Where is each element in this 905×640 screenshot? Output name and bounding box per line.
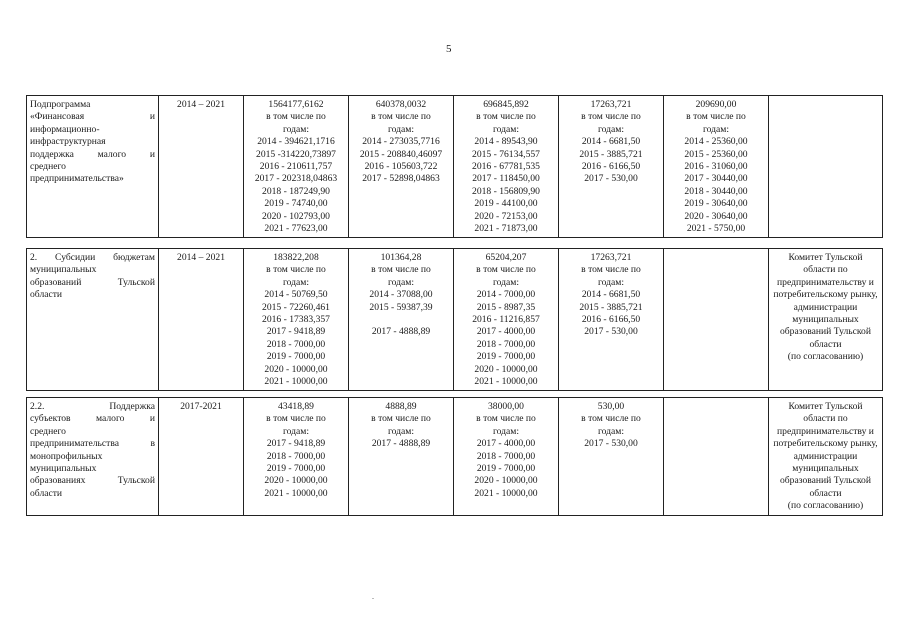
funding-cell — [454, 398, 559, 516]
name-line: 2.2. Поддержка — [30, 401, 155, 412]
amount-line: 2018 - 187249,90 — [262, 185, 330, 197]
amount-line: 2014 - 394621,1716 — [257, 136, 335, 148]
amount-line: 2014 - 6681,50 — [581, 289, 641, 301]
amount-line: 2021 - 10000,00 — [264, 487, 328, 499]
responsible-line: администрации — [793, 450, 858, 462]
name-line: муниципальных — [30, 463, 97, 475]
amount-line: 2019 - 7000,00 — [266, 463, 326, 475]
amount-line: в том числе по — [266, 413, 326, 425]
responsible-line: администрации — [793, 301, 858, 313]
amount-line: 2015 - 208840,46097 — [359, 148, 443, 160]
page-number: 5 — [446, 43, 452, 55]
amount-line: годам: — [282, 425, 310, 437]
amount-line: в том числе по — [476, 111, 536, 123]
amount-line: 2018 - 30440,00 — [684, 185, 748, 197]
responsible-line: Комитет Тульской — [788, 401, 863, 412]
name-line: предпринимательства» — [30, 173, 124, 185]
amount-line: в том числе по — [266, 111, 326, 123]
amount-line: в том числе по — [581, 413, 641, 425]
funding-cell — [664, 249, 769, 391]
amount-line: годам: — [387, 276, 415, 288]
amount-line: 2017 - 9418,89 — [266, 438, 326, 450]
period-text: 2017-2021 — [180, 401, 222, 412]
amount-line: 209690,00 — [695, 99, 737, 110]
amount-line: 2016 - 6166,50 — [581, 314, 641, 326]
amount-line: 4888,89 — [385, 401, 417, 412]
name-line: среднего — [30, 425, 66, 437]
funding-cell — [559, 398, 664, 516]
name-line: образований Тульской — [30, 276, 155, 288]
amount-line: 2014 - 37088,00 — [369, 289, 433, 301]
name-line: предпринимательства в — [30, 438, 155, 450]
amount-line: 2014 - 89543,90 — [474, 136, 538, 148]
responsible-line: потребительскому рынку, — [773, 289, 878, 301]
amount-line: 2017 - 530,00 — [584, 173, 638, 185]
activity-name-cell — [27, 249, 159, 391]
period-text: 2014 – 2021 — [177, 99, 225, 110]
amount-line: 530,00 — [597, 401, 625, 412]
amount-line: 2018 - 7000,00 — [266, 338, 326, 350]
name-line: информационно- — [30, 123, 100, 135]
activity-name-cell — [27, 398, 159, 516]
amount-line: 2015 - 3885,721 — [579, 148, 643, 160]
amount-line: 2016 - 105603,722 — [364, 161, 438, 173]
name-line: поддержка малого и — [30, 148, 155, 160]
amount-line: 2019 - 7000,00 — [266, 351, 326, 363]
amount-line: 696845,892 — [483, 99, 529, 110]
amount-line: 2020 - 30640,00 — [684, 210, 748, 222]
total-funding-cell — [244, 398, 349, 516]
amount-line: 2017 - 9418,89 — [266, 326, 326, 338]
name-line: 2. Субсидии бюджетам — [30, 252, 155, 263]
amount-line: 2017 - 530,00 — [584, 438, 638, 450]
amount-line: в том числе по — [371, 111, 431, 123]
amount-line: годам: — [597, 276, 625, 288]
period-cell — [159, 398, 244, 516]
amount-line: 2014 - 25360,00 — [684, 136, 748, 148]
amount-line: 2017 - 118450,00 — [472, 173, 540, 185]
amount-line: 2021 - 10000,00 — [474, 487, 538, 499]
name-line: субъектов малого и — [30, 413, 155, 425]
amount-line: годам: — [597, 123, 625, 135]
amount-line: годам: — [492, 425, 520, 437]
name-line: Подпрограмма — [30, 99, 91, 110]
amount-line: 2015 - 8987,35 — [476, 301, 536, 313]
amount-line: 2016 - 210611,757 — [259, 161, 333, 173]
amount-line: 2017 - 4888,89 — [371, 326, 431, 338]
amount-line: в том числе по — [476, 413, 536, 425]
name-line: среднего — [30, 161, 66, 173]
amount-line: 65204,207 — [485, 252, 527, 263]
period-cell — [159, 249, 244, 391]
amount-line: 2014 - 50769,50 — [264, 289, 328, 301]
amount-line: 2021 - 77623,00 — [264, 223, 328, 235]
responsible-line: области — [809, 338, 842, 350]
amount-line: 2019 - 7000,00 — [476, 351, 536, 363]
amount-line: 43418,89 — [278, 401, 314, 412]
amount-line: 2018 - 7000,00 — [266, 450, 326, 462]
amount-line: 183822,208 — [273, 252, 319, 263]
amount-line: годам: — [597, 425, 625, 437]
amount-line: годам: — [702, 123, 730, 135]
responsible-line: предпринимательству и — [777, 276, 874, 288]
amount-line: 2016 - 67781,535 — [472, 161, 540, 173]
amount-line: в том числе по — [476, 264, 536, 276]
period-text: 2014 – 2021 — [177, 252, 225, 263]
responsible-line: области — [809, 487, 842, 499]
amount-line: 17263,721 — [590, 99, 632, 110]
amount-line: 2015 - 59387,39 — [369, 301, 433, 313]
amount-line: 2016 - 11216,857 — [472, 314, 540, 326]
amount-line: 2019 - 74740,00 — [264, 198, 328, 210]
support-table — [26, 397, 883, 516]
responsible-line: области по — [803, 413, 848, 425]
amount-line: 2014 - 6681,50 — [581, 136, 641, 148]
name-line: монопрофильных — [30, 450, 103, 462]
amount-line: 38000,00 — [488, 401, 524, 412]
funding-cell — [454, 249, 559, 391]
funding-cell — [664, 96, 769, 238]
amount-line: 2021 - 10000,00 — [474, 376, 538, 388]
funding-cell — [349, 249, 454, 391]
amount-line: 2019 - 7000,00 — [476, 463, 536, 475]
amount-line: 101364,28 — [380, 252, 422, 263]
amount-line: 2017 - 30440,00 — [684, 173, 748, 185]
name-line: «Финансовая и — [30, 111, 155, 123]
amount-line: 2020 - 10000,00 — [474, 363, 538, 375]
funding-cell — [559, 249, 664, 391]
amount-line: 2014 - 273035,7716 — [362, 136, 440, 148]
amount-line: в том числе по — [686, 111, 746, 123]
funding-cell — [454, 96, 559, 238]
amount-line: в том числе по — [371, 264, 431, 276]
funding-cell — [664, 398, 769, 516]
responsible-line: (по согласованию) — [787, 500, 864, 512]
amount-line: 2017 - 4888,89 — [371, 438, 431, 450]
amount-line: годам: — [387, 123, 415, 135]
amount-line: годам: — [282, 276, 310, 288]
amount-line: годам: — [492, 123, 520, 135]
funding-cell — [349, 398, 454, 516]
amount-line: 2015 - 3885,721 — [579, 301, 643, 313]
responsible-line: области по — [803, 264, 848, 276]
responsible-line: потребительскому рынку, — [773, 438, 878, 450]
responsible-line: (по согласованию) — [787, 351, 864, 363]
amount-line: 2021 - 10000,00 — [264, 376, 328, 388]
amount-line: 2015 - 25360,00 — [684, 148, 748, 160]
amount-line: 640378,0032 — [375, 99, 427, 110]
amount-line: 2019 - 44100,00 — [474, 198, 538, 210]
total-funding-cell — [244, 96, 349, 238]
amount-line: 2017 - 202318,04863 — [254, 173, 338, 185]
amount-line: 2020 - 10000,00 — [474, 475, 538, 487]
amount-line: 2018 - 7000,00 — [476, 338, 536, 350]
scan-speck — [372, 598, 374, 599]
amount-line: 2017 - 4000,00 — [476, 438, 536, 450]
table-row — [27, 398, 883, 516]
amount-line: 2020 - 102793,00 — [262, 210, 330, 222]
name-line: образованиях Тульской — [30, 475, 155, 487]
amount-line: 2014 - 7000,00 — [476, 289, 536, 301]
amount-line: 17263,721 — [590, 252, 632, 263]
funding-cell — [349, 96, 454, 238]
funding-cell — [559, 96, 664, 238]
amount-line: 2015 - 72260,461 — [262, 301, 330, 313]
amount-line: в том числе по — [266, 264, 326, 276]
period-cell — [159, 96, 244, 238]
amount-line: 2020 - 10000,00 — [264, 363, 328, 375]
responsible-cell — [769, 398, 883, 516]
name-line: области — [30, 289, 63, 301]
responsible-cell — [769, 249, 883, 391]
amount-line: 2015 -314220,73897 — [256, 148, 336, 160]
amount-line: 1564177,6162 — [268, 99, 324, 110]
amount-line: 2019 - 30640,00 — [684, 198, 748, 210]
subsidies-table — [26, 248, 883, 391]
responsible-line: Комитет Тульской — [788, 252, 863, 263]
responsible-line: образований Тульской — [779, 475, 871, 487]
amount-line: 2016 - 6166,50 — [581, 161, 641, 173]
total-funding-cell — [244, 249, 349, 391]
amount-line: 2017 - 530,00 — [584, 326, 638, 338]
amount-line: 2015 - 76134,557 — [472, 148, 540, 160]
activity-name-cell — [27, 96, 159, 238]
amount-line: 2017 - 52898,04863 — [362, 173, 440, 185]
blank-line — [352, 314, 450, 326]
name-line: муниципальных — [30, 264, 97, 276]
responsible-line: муниципальных — [792, 314, 859, 326]
amount-line: годам: — [387, 425, 415, 437]
amount-line: в том числе по — [581, 111, 641, 123]
subprogram-table — [26, 95, 883, 238]
amount-line: 2018 - 7000,00 — [476, 450, 536, 462]
amount-line: в том числе по — [581, 264, 641, 276]
amount-line: 2016 - 17383,357 — [262, 314, 330, 326]
amount-line: годам: — [492, 276, 520, 288]
amount-line: 2017 - 4000,00 — [476, 326, 536, 338]
name-line: инфраструктурная — [30, 136, 106, 148]
name-line: области — [30, 487, 63, 499]
amount-line: 2020 - 72153,00 — [474, 210, 538, 222]
amount-line: в том числе по — [371, 413, 431, 425]
amount-line: годам: — [282, 123, 310, 135]
amount-line: 2020 - 10000,00 — [264, 475, 328, 487]
amount-line: 2016 - 31060,00 — [684, 161, 748, 173]
table-row — [27, 96, 883, 238]
amount-line: 2018 - 156809,90 — [472, 185, 540, 197]
responsible-cell — [769, 96, 883, 238]
responsible-line: муниципальных — [792, 463, 859, 475]
table-row — [27, 249, 883, 391]
amount-line: 2021 - 5750,00 — [686, 223, 746, 235]
responsible-line: образований Тульской — [779, 326, 871, 338]
responsible-line: предпринимательству и — [777, 425, 874, 437]
amount-line: 2021 - 71873,00 — [474, 223, 538, 235]
